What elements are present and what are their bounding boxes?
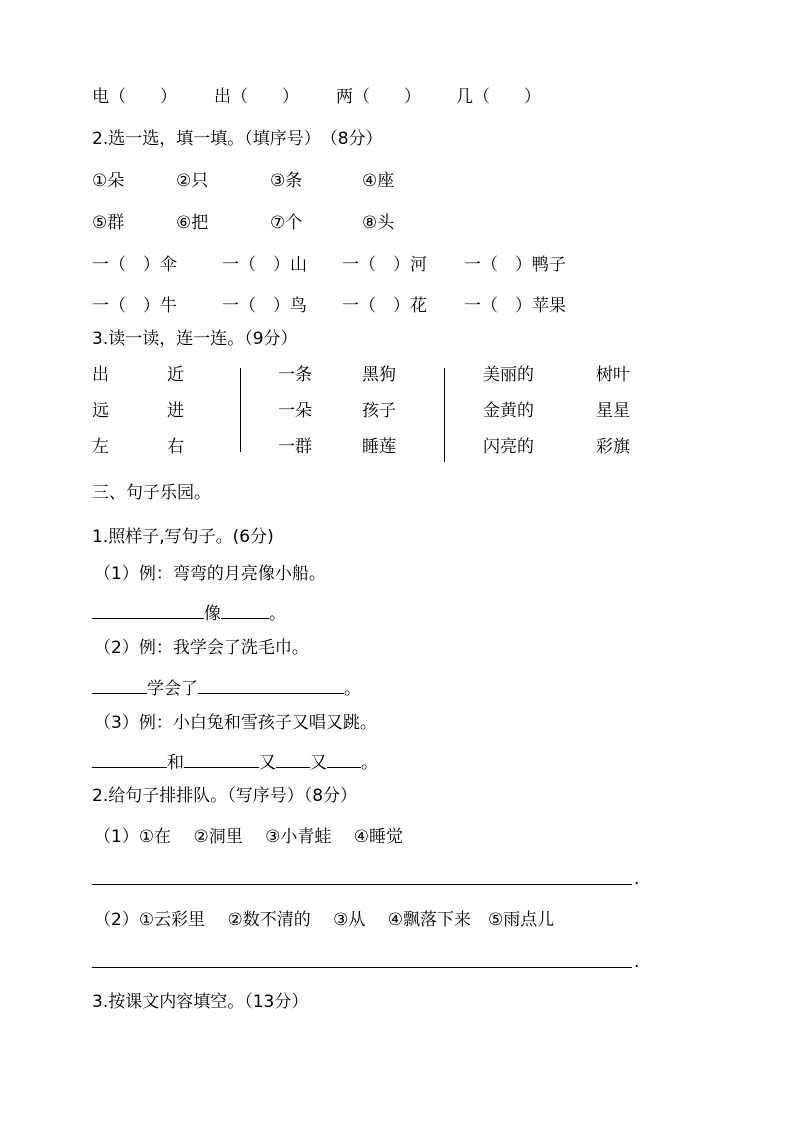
fill-item[interactable]: 一（ ）苹果 bbox=[464, 296, 566, 316]
q1-heading: 1.照样子,写句子。(6分) bbox=[92, 527, 274, 547]
fill-item[interactable]: 一（ ）牛 bbox=[92, 296, 177, 316]
match-word[interactable]: 孩子 bbox=[362, 401, 396, 421]
answer-line-1 bbox=[92, 600, 286, 625]
match-word[interactable]: 右 bbox=[167, 437, 184, 457]
blank-line[interactable] bbox=[327, 749, 361, 768]
fill-item[interactable]: 一（ ）鸟 bbox=[222, 296, 307, 316]
period: 。 bbox=[269, 604, 286, 624]
blank-line[interactable] bbox=[198, 675, 344, 694]
q1-item-3 bbox=[336, 86, 421, 108]
blank-line[interactable] bbox=[184, 749, 259, 768]
example-3: （3）例：小白兔和雪孩子又唱又跳。 bbox=[94, 713, 377, 733]
q1-char: 出 bbox=[214, 87, 231, 107]
match-word[interactable]: 左 bbox=[92, 437, 109, 457]
answer-word: 和 bbox=[167, 753, 184, 773]
match-word[interactable]: 出 bbox=[92, 365, 109, 385]
match-word[interactable]: 星星 bbox=[596, 401, 630, 421]
period: 。 bbox=[361, 753, 378, 773]
match-word[interactable]: 睡莲 bbox=[362, 437, 396, 457]
end-dot: . bbox=[634, 952, 640, 972]
fill-item[interactable]: 一（ ）山 bbox=[222, 255, 307, 275]
part3-heading: 三、句子乐园。 bbox=[92, 483, 211, 503]
answer-rule[interactable] bbox=[92, 967, 632, 968]
example-2: （2）例：我学会了洗毛巾。 bbox=[94, 638, 309, 658]
answer-line-2 bbox=[92, 675, 361, 700]
match-word[interactable]: 黑狗 bbox=[362, 365, 396, 385]
answer-word: 又 bbox=[310, 753, 327, 773]
option: ⑧头 bbox=[362, 213, 395, 233]
q2-item-1: （1）①在 ②洞里 ③小青蛙 ④睡觉 bbox=[94, 827, 403, 847]
column-divider bbox=[444, 368, 445, 462]
answer-word: 像 bbox=[204, 604, 221, 624]
option: ⑦个 bbox=[270, 213, 303, 233]
answer-rule[interactable] bbox=[92, 884, 632, 885]
option: ②只 bbox=[176, 171, 209, 191]
q1-blank[interactable]: （ ） bbox=[473, 87, 541, 107]
end-dot: . bbox=[634, 869, 640, 889]
match-word[interactable]: 一条 bbox=[278, 365, 312, 385]
match-word[interactable]: 进 bbox=[167, 401, 184, 421]
option: ①朵 bbox=[92, 171, 125, 191]
fill-item[interactable]: 一（ ）河 bbox=[342, 255, 427, 275]
match-word[interactable]: 彩旗 bbox=[596, 437, 630, 457]
match-word[interactable]: 树叶 bbox=[596, 365, 630, 385]
q1-blank[interactable]: （ ） bbox=[109, 87, 177, 107]
blank-line[interactable] bbox=[276, 749, 310, 768]
match-word[interactable]: 金黄的 bbox=[483, 401, 534, 421]
answer-word: 又 bbox=[259, 753, 276, 773]
fill-item[interactable]: 一（ ）伞 bbox=[92, 255, 177, 275]
blank-line[interactable] bbox=[92, 749, 167, 768]
section2-heading: 2.选一选，填一填。（填序号） （8分） bbox=[92, 129, 383, 149]
q1-char: 几 bbox=[456, 87, 473, 107]
blank-line[interactable] bbox=[221, 600, 269, 619]
q3-heading: 3.按课文内容填空。（13分） bbox=[92, 992, 309, 1012]
option: ⑤群 bbox=[92, 213, 125, 233]
q2-item-2: （2）①云彩里 ②数不清的 ③从 ④飘落下来 ⑤雨点儿 bbox=[94, 910, 555, 930]
option: ④座 bbox=[362, 171, 395, 191]
q1-blank[interactable]: （ ） bbox=[353, 87, 421, 107]
q1-char: 两 bbox=[336, 87, 353, 107]
match-word[interactable]: 美丽的 bbox=[483, 365, 534, 385]
q1-item-1 bbox=[92, 86, 177, 108]
q1-char: 电 bbox=[92, 87, 109, 107]
answer-word: 学会了 bbox=[147, 679, 198, 699]
q2-heading: 2.给句子排排队。（写序号）（8分） bbox=[92, 786, 358, 806]
match-word[interactable]: 一朵 bbox=[278, 401, 312, 421]
example-1: （1）例：弯弯的月亮像小船。 bbox=[94, 564, 326, 584]
period: 。 bbox=[344, 679, 361, 699]
match-word[interactable]: 一群 bbox=[278, 437, 312, 457]
column-divider bbox=[240, 368, 241, 452]
match-word[interactable]: 闪亮的 bbox=[483, 437, 534, 457]
fill-item[interactable]: 一（ ）鸭子 bbox=[464, 255, 566, 275]
blank-line[interactable] bbox=[92, 675, 147, 694]
match-word[interactable]: 远 bbox=[92, 401, 109, 421]
fill-item[interactable]: 一（ ）花 bbox=[342, 296, 427, 316]
answer-line-3 bbox=[92, 749, 378, 774]
option: ③条 bbox=[270, 171, 303, 191]
match-word[interactable]: 近 bbox=[167, 365, 184, 385]
option: ⑥把 bbox=[176, 213, 209, 233]
q1-item-4 bbox=[456, 86, 541, 108]
q1-blank[interactable]: （ ） bbox=[231, 87, 299, 107]
blank-line[interactable] bbox=[92, 600, 204, 619]
q1-item-2 bbox=[214, 86, 299, 108]
section3-heading: 3.读一读，连一连。（9分） bbox=[92, 329, 298, 349]
